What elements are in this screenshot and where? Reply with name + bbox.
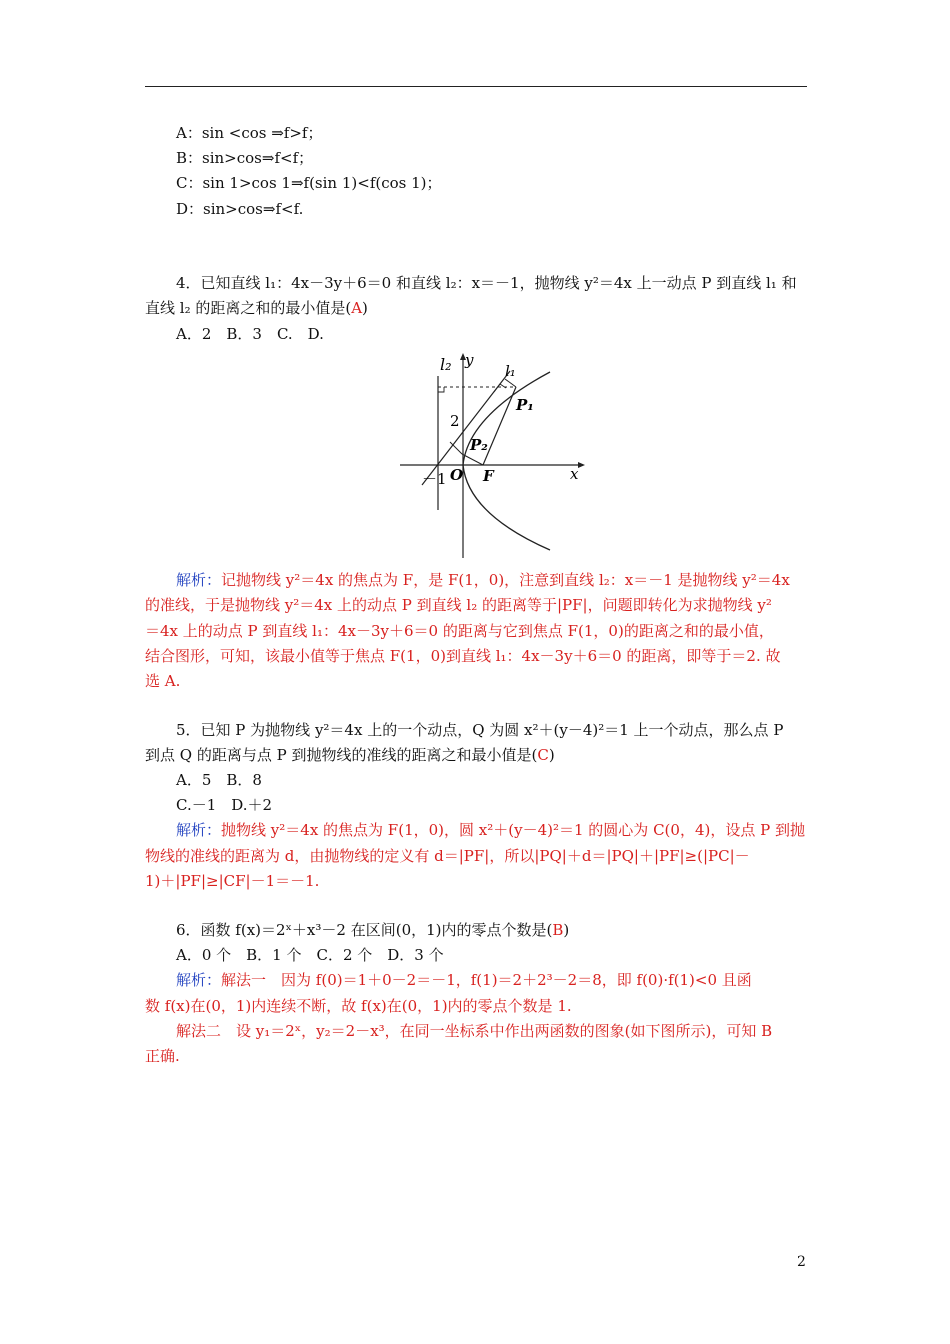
- option-d: D：sin>cos⇒f<f.: [176, 200, 304, 218]
- option-a: A：sin <cos ⇒f>f；: [176, 124, 323, 142]
- solution-6-line-2: 数 f(x)在(0，1)内连续不断，故 f(x)在(0，1)内的零点个数是 1.: [145, 997, 572, 1015]
- label-focus: F: [483, 467, 494, 485]
- label-l1: l₁: [505, 362, 516, 380]
- header-rule: [145, 86, 807, 87]
- perpendicular-to-l1: [505, 379, 516, 387]
- question-5-choices-1: A．5 B．8: [176, 771, 262, 789]
- question-5-line-1: 5．已知 P 为抛物线 y²＝4x 上的一个动点，Q 为圆 x²＋(y－4)²＝1 上一个动点，那么点 P: [176, 721, 784, 739]
- option-b: B：sin>cos⇒f<f；: [176, 149, 314, 167]
- label-l2: l₂: [440, 355, 452, 374]
- label-minus-1: －1: [422, 470, 447, 488]
- label-y: y: [465, 351, 474, 369]
- segment-p2-l1: [450, 442, 462, 454]
- option-c: C：sin 1>cos 1⇒f(sin 1)<f(cos 1)；: [176, 174, 442, 192]
- question-text: ): [362, 299, 368, 317]
- solution-text: 解法一 因为 f(0)＝1＋0－2＝－1，f(1)＝2＋2³－2＝8，即 f(0)·f(1)<0 且函: [221, 971, 752, 989]
- solution-label: 解析：: [176, 821, 222, 839]
- label-x: x: [570, 465, 579, 483]
- solution-label: 解析：: [176, 571, 222, 589]
- question-5-line-2: [145, 745, 815, 765]
- right-angle-mark: [438, 387, 444, 392]
- solution-6-line-3: 解法二 设 y₁＝2ˣ，y₂＝2－x³，在同一坐标系中作出两函数的图象(如下图所示)，可知 B: [176, 1022, 773, 1040]
- question-4-choices: A．2 B．3 C. D.: [176, 325, 324, 343]
- solution-5-line-2: 物线的准线的距离为 d，由抛物线的定义有 d＝|PF|，所以|PQ|＋d＝|PQ|＋|PF|≥(|PC|－: [145, 847, 750, 865]
- solution-4-line-2: 的准线，于是抛物线 y²＝4x 上的动点 P 到直线 l₂ 的距离等于|PF|，问题即转化为求抛物线 y²: [145, 596, 772, 614]
- x-axis-arrow: [578, 462, 585, 468]
- answer-letter: A: [351, 299, 363, 317]
- parabola-figure: [398, 348, 590, 560]
- solution-4-line-4: 结合图形，可知，该最小值等于焦点 F(1，0)到直线 l₁：4x－3y＋6＝0 的距离，即等于＝2. 故: [145, 647, 781, 665]
- label-origin: O: [450, 466, 464, 484]
- solution-5-line-3: 1)＋|PF|≥|CF|－1＝－1.: [145, 872, 320, 890]
- solution-4-line-1: [176, 570, 846, 590]
- solution-4-line-3: ＝4x 上的动点 P 到直线 l₁：4x－3y＋6＝0 的距离与它到焦点 F(1，0)的距离之和的最小值，: [145, 622, 774, 640]
- question-text: 直线 l₂ 的距离之和的最小值是(: [145, 299, 352, 317]
- answer-letter: C: [537, 746, 549, 764]
- label-p1: P₁: [516, 396, 534, 414]
- question-text: ): [548, 746, 555, 764]
- page-number: 2: [797, 1254, 806, 1270]
- question-6-line-1: [176, 920, 846, 940]
- segment-p2-f: [462, 454, 483, 465]
- solution-6-line-4: 正确.: [145, 1047, 180, 1065]
- question-5-choices-2: C.－1 D.＋2: [176, 796, 273, 814]
- question-4-line-2: [145, 298, 815, 318]
- question-6-choices: A．0 个 B．1 个 C．2 个 D．3 个: [176, 946, 444, 964]
- label-p2: P₂: [470, 436, 488, 454]
- solution-5-line-1: [176, 820, 846, 840]
- question-text: 6．函数 f(x)＝2ˣ＋x³－2 在区间(0，1)内的零点个数是(: [176, 921, 553, 939]
- solution-text: 抛物线 y²＝4x 的焦点为 F(1，0)，圆 x²＋(y－4)²＝1 的圆心为 C(0，4)，设点 P 到抛: [221, 821, 805, 839]
- solution-4-line-5: 选 A.: [145, 672, 181, 690]
- solution-6-line-1: [176, 970, 846, 990]
- solution-label: 解析：: [176, 971, 222, 989]
- answer-letter: B: [552, 921, 564, 939]
- question-4-line-1: 4．已知直线 l₁：4x－3y＋6＝0 和直线 l₂：x＝－1，抛物线 y²＝4x 上一动点 P 到直线 l₁ 和: [176, 274, 797, 292]
- question-text: ): [563, 921, 570, 939]
- solution-text: 记抛物线 y²＝4x 的焦点为 F，是 F(1，0)，注意到直线 l₂：x＝－1 是抛物线 y²＝4x: [221, 571, 790, 589]
- label-2: 2: [450, 412, 460, 430]
- right-angle-mark: [494, 384, 506, 392]
- question-text: 到点 Q 的距离与点 P 到抛物线的准线的距离之和最小值是(: [145, 746, 538, 764]
